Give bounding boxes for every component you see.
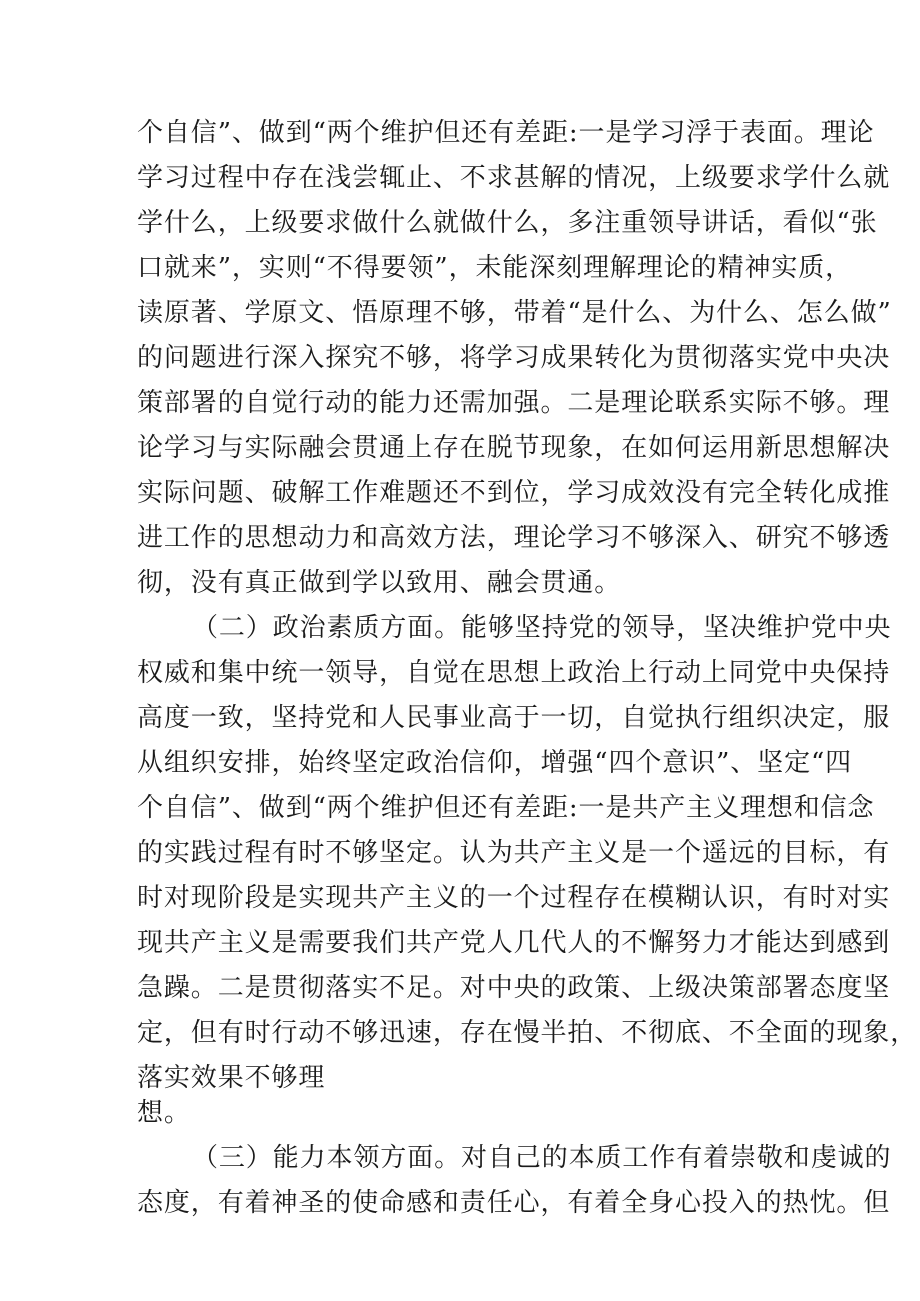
- paragraph-1-line-10: 进工作的思想动力和高效方法，理论学习不够深入、研究不够透: [137, 523, 891, 553]
- paragraph-2-line-5: 个自信”、做到“两个维护但还有差距:一是共产主义理想和信念: [137, 793, 875, 823]
- paragraph-1-line-3: 学什么，上级要求做什么就做什么，多注重领导讲话，看似“张: [137, 208, 878, 238]
- paragraph-2-line-10: 定，但有时行动不够迅速，存在慢半拍、不彻底、不全面的现象，: [137, 1018, 918, 1048]
- paragraph-2-line-8: 现共产主义是需要我们共产党人几代人的不懈努力才能达到感到: [137, 928, 891, 958]
- paragraph-2-line-1: （二）政治素质方面。能够坚持党的领导，坚决维护党中央: [192, 613, 892, 643]
- paragraph-1-line-6: 的问题进行深入探究不够，将学习成果转化为贯彻落实党中央决: [137, 343, 891, 373]
- paragraph-2-line-11: 落实效果不够理: [137, 1063, 326, 1093]
- paragraph-1-line-8: 论学习与实际融会贯通上存在脱节现象，在如何运用新思想解决: [137, 433, 891, 463]
- paragraph-1-line-2: 学习过程中存在浅尝辄止、不求甚解的情况，上级要求学什么就: [137, 163, 891, 193]
- paragraph-3-line-1: （三）能力本领方面。对自己的本质工作有着崇敬和虔诚的: [192, 1143, 892, 1173]
- paragraph-2-line-9: 急躁。二是贯彻落实不足。对中央的政策、上级决策部署态度坚: [137, 973, 891, 1003]
- paragraph-2-line-6: 的实践过程有时不够坚定。认为共产主义是一个遥远的目标，有: [137, 838, 891, 868]
- paragraph-2-line-7: 时对现阶段是实现共产主义的一个过程存在模糊认识，有时对实: [137, 883, 891, 913]
- paragraph-3-line-2: 态度，有着神圣的使命感和责任心，有着全身心投入的热忱。但: [137, 1188, 891, 1218]
- paragraph-1-line-4: 口就来”，实则“不得要领”，未能深刻理解理论的精神实质，: [137, 253, 853, 283]
- paragraph-1-line-5: 读原著、学原文、悟原理不够，带着“是什么、为什么、怎么做”: [137, 298, 892, 328]
- paragraph-2-line-2: 权威和集中统一领导，自觉在思想上政治上行动上同党中央保持: [137, 658, 891, 688]
- paragraph-1-line-11: 彻，没有真正做到学以致用、融会贯通。: [137, 568, 622, 598]
- paragraph-1-line-9: 实际问题、破解工作难题还不到位，学习成效没有完全转化成推: [137, 478, 891, 508]
- paragraph-1-line-7: 策部署的自觉行动的能力还需加强。二是理论联系实际不够。理: [137, 388, 891, 418]
- paragraph-2-line-3: 高度一致，坚持党和人民事业高于一切，自觉执行组织决定，服: [137, 703, 891, 733]
- paragraph-2-line-4: 从组织安排，始终坚定政治信仰，增强“四个意识”、坚定“四: [137, 748, 853, 778]
- paragraph-1-line-1: 个自信”、做到“两个维护但还有差距:一是学习浮于表面。理论: [137, 118, 875, 148]
- paragraph-2-line-12: 想。: [137, 1098, 191, 1128]
